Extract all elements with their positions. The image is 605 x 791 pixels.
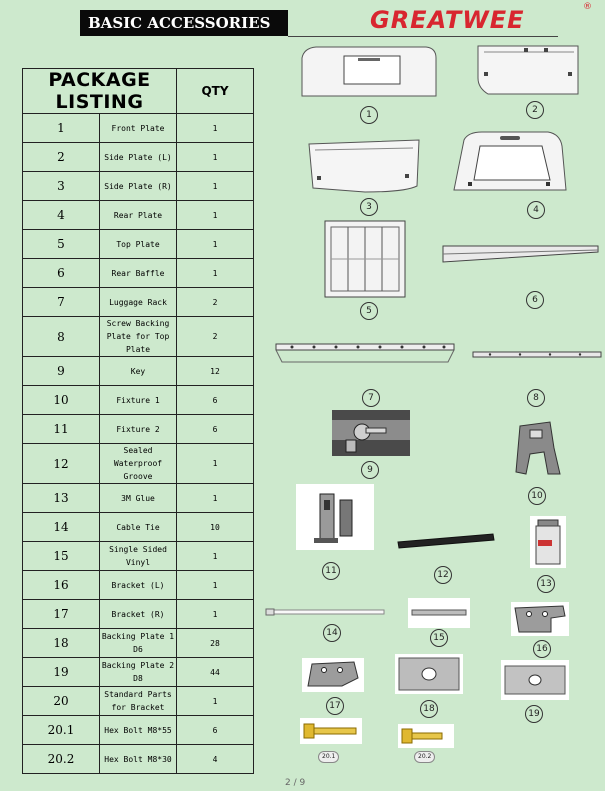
part-15-single-sided-vinyl — [408, 598, 470, 628]
row-part-name: Backing Plate 1 D6 — [100, 629, 177, 658]
row-part-name: Front Plate — [100, 114, 177, 143]
row-quantity: 1 — [177, 143, 254, 172]
table-row — [23, 571, 254, 600]
row-quantity: 28 — [177, 629, 254, 658]
part-8-screw-backing-plate — [470, 345, 604, 365]
part-3-side-plate-right — [305, 136, 423, 196]
row-number: 3 — [23, 172, 100, 201]
row-quantity: 1 — [177, 542, 254, 571]
row-part-name: Bracket (L) — [100, 571, 177, 600]
part-7-label: 7 — [362, 389, 380, 407]
part-11-label: 11 — [322, 562, 340, 580]
table-header-row — [23, 69, 254, 114]
row-quantity: 1 — [177, 571, 254, 600]
part-8-label: 8 — [527, 389, 545, 407]
row-part-name: Fixture 2 — [100, 415, 177, 444]
part-14-cable-tie — [264, 606, 386, 618]
table-title: PACKAGE LISTING — [23, 69, 177, 114]
row-number: 9 — [23, 357, 100, 386]
table-row — [23, 484, 254, 513]
row-part-name: Side Plate (L) — [100, 143, 177, 172]
row-quantity: 1 — [177, 687, 254, 716]
part-4-label: 4 — [527, 201, 545, 219]
row-part-name: Luggage Rack — [100, 288, 177, 317]
row-quantity: 10 — [177, 513, 254, 542]
row-quantity: 1 — [177, 172, 254, 201]
row-part-name: Hex Bolt M8*30 — [100, 745, 177, 774]
row-number: 2 — [23, 143, 100, 172]
row-part-name: 3M Glue — [100, 484, 177, 513]
section-title: BASIC ACCESSORIES — [80, 10, 288, 36]
row-number: 1 — [23, 114, 100, 143]
table-row — [23, 444, 254, 484]
part-20-2-label: 20.2 — [414, 751, 435, 763]
part-9-key — [332, 410, 410, 456]
table-row — [23, 230, 254, 259]
row-part-name: Single Sided Vinyl — [100, 542, 177, 571]
row-quantity: 44 — [177, 658, 254, 687]
table-row — [23, 687, 254, 716]
part-11-fixture-2 — [296, 484, 374, 550]
row-quantity: 1 — [177, 230, 254, 259]
part-2-label: 2 — [526, 101, 544, 119]
part-12-sealed-waterproof-groove — [395, 528, 497, 554]
part-17-bracket-right — [302, 658, 364, 692]
row-number: 12 — [23, 444, 100, 484]
brand-logo: GREATWEE — [370, 6, 525, 34]
table-row — [23, 716, 254, 745]
row-part-name: Sealed Waterproof Groove — [100, 444, 177, 484]
part-14-label: 14 — [323, 624, 341, 642]
part-13-label: 13 — [537, 575, 555, 593]
row-number: 10 — [23, 386, 100, 415]
table-row — [23, 172, 254, 201]
row-quantity: 6 — [177, 716, 254, 745]
package-listing-table — [22, 68, 254, 774]
row-number: 13 — [23, 484, 100, 513]
part-16-bracket-left — [511, 602, 569, 636]
table-row — [23, 317, 254, 357]
part-17-label: 17 — [326, 697, 344, 715]
row-part-name: Rear Plate — [100, 201, 177, 230]
part-1-label: 1 — [360, 106, 378, 124]
part-10-fixture-1 — [510, 418, 566, 478]
row-part-name: Side Plate (R) — [100, 172, 177, 201]
table-row — [23, 600, 254, 629]
part-13-3m-glue — [530, 516, 566, 568]
part-2-side-plate-left — [474, 42, 584, 100]
table-row — [23, 386, 254, 415]
row-quantity: 2 — [177, 288, 254, 317]
table-row — [23, 114, 254, 143]
part-10-label: 10 — [528, 487, 546, 505]
row-quantity: 6 — [177, 386, 254, 415]
row-quantity: 1 — [177, 114, 254, 143]
row-number: 15 — [23, 542, 100, 571]
part-12-label: 12 — [434, 566, 452, 584]
row-part-name: Fixture 1 — [100, 386, 177, 415]
table-row — [23, 201, 254, 230]
row-number: 5 — [23, 230, 100, 259]
table-row — [23, 259, 254, 288]
row-quantity: 12 — [177, 357, 254, 386]
part-20-2-hex-bolt — [398, 724, 454, 748]
row-part-name: Backing Plate 2 D8 — [100, 658, 177, 687]
part-5-label: 5 — [360, 302, 378, 320]
part-1-front-plate — [298, 44, 440, 102]
part-19-backing-plate-2 — [501, 660, 569, 700]
qty-header: QTY — [177, 69, 254, 114]
row-number: 8 — [23, 317, 100, 357]
table-row — [23, 745, 254, 774]
part-9-label: 9 — [361, 461, 379, 479]
row-number: 19 — [23, 658, 100, 687]
row-quantity: 1 — [177, 259, 254, 288]
row-number: 4 — [23, 201, 100, 230]
table-row — [23, 513, 254, 542]
row-number: 6 — [23, 259, 100, 288]
part-15-label: 15 — [430, 629, 448, 647]
row-part-name: Hex Bolt M8*55 — [100, 716, 177, 745]
row-part-name: Screw Backing Plate for Top Plate — [100, 317, 177, 357]
part-3-label: 3 — [360, 198, 378, 216]
part-18-label: 18 — [420, 700, 438, 718]
table-row — [23, 658, 254, 687]
table-row — [23, 288, 254, 317]
row-quantity: 1 — [177, 201, 254, 230]
table-row — [23, 629, 254, 658]
part-5-top-plate — [322, 218, 408, 300]
row-quantity: 4 — [177, 745, 254, 774]
table-row — [23, 415, 254, 444]
row-number: 18 — [23, 629, 100, 658]
part-16-label: 16 — [533, 640, 551, 658]
row-number: 16 — [23, 571, 100, 600]
table-row — [23, 143, 254, 172]
part-18-backing-plate-1 — [395, 654, 463, 694]
row-part-name: Cable Tie — [100, 513, 177, 542]
part-20-1-hex-bolt — [300, 718, 362, 744]
title-underline — [288, 36, 558, 37]
row-part-name: Standard Parts for Bracket — [100, 687, 177, 716]
row-quantity: 6 — [177, 415, 254, 444]
part-20-1-label: 20.1 — [318, 751, 339, 763]
part-6-label: 6 — [526, 291, 544, 309]
row-number: 7 — [23, 288, 100, 317]
row-number: 20 — [23, 687, 100, 716]
part-19-label: 19 — [525, 705, 543, 723]
registered-mark: ® — [583, 2, 592, 12]
row-quantity: 1 — [177, 600, 254, 629]
row-quantity: 1 — [177, 484, 254, 513]
part-7-luggage-rack — [272, 332, 458, 370]
row-number: 20.2 — [23, 745, 100, 774]
row-quantity: 2 — [177, 317, 254, 357]
row-number: 20.1 — [23, 716, 100, 745]
row-part-name: Key — [100, 357, 177, 386]
row-part-name: Rear Baffle — [100, 259, 177, 288]
part-4-rear-plate — [448, 128, 570, 198]
row-part-name: Top Plate — [100, 230, 177, 259]
row-number: 17 — [23, 600, 100, 629]
page-number: 2 / 9 — [285, 778, 306, 788]
table-row — [23, 542, 254, 571]
row-quantity: 1 — [177, 444, 254, 484]
row-number: 11 — [23, 415, 100, 444]
row-number: 14 — [23, 513, 100, 542]
table-row — [23, 357, 254, 386]
part-6-rear-baffle — [440, 240, 602, 268]
row-part-name: Bracket (R) — [100, 600, 177, 629]
